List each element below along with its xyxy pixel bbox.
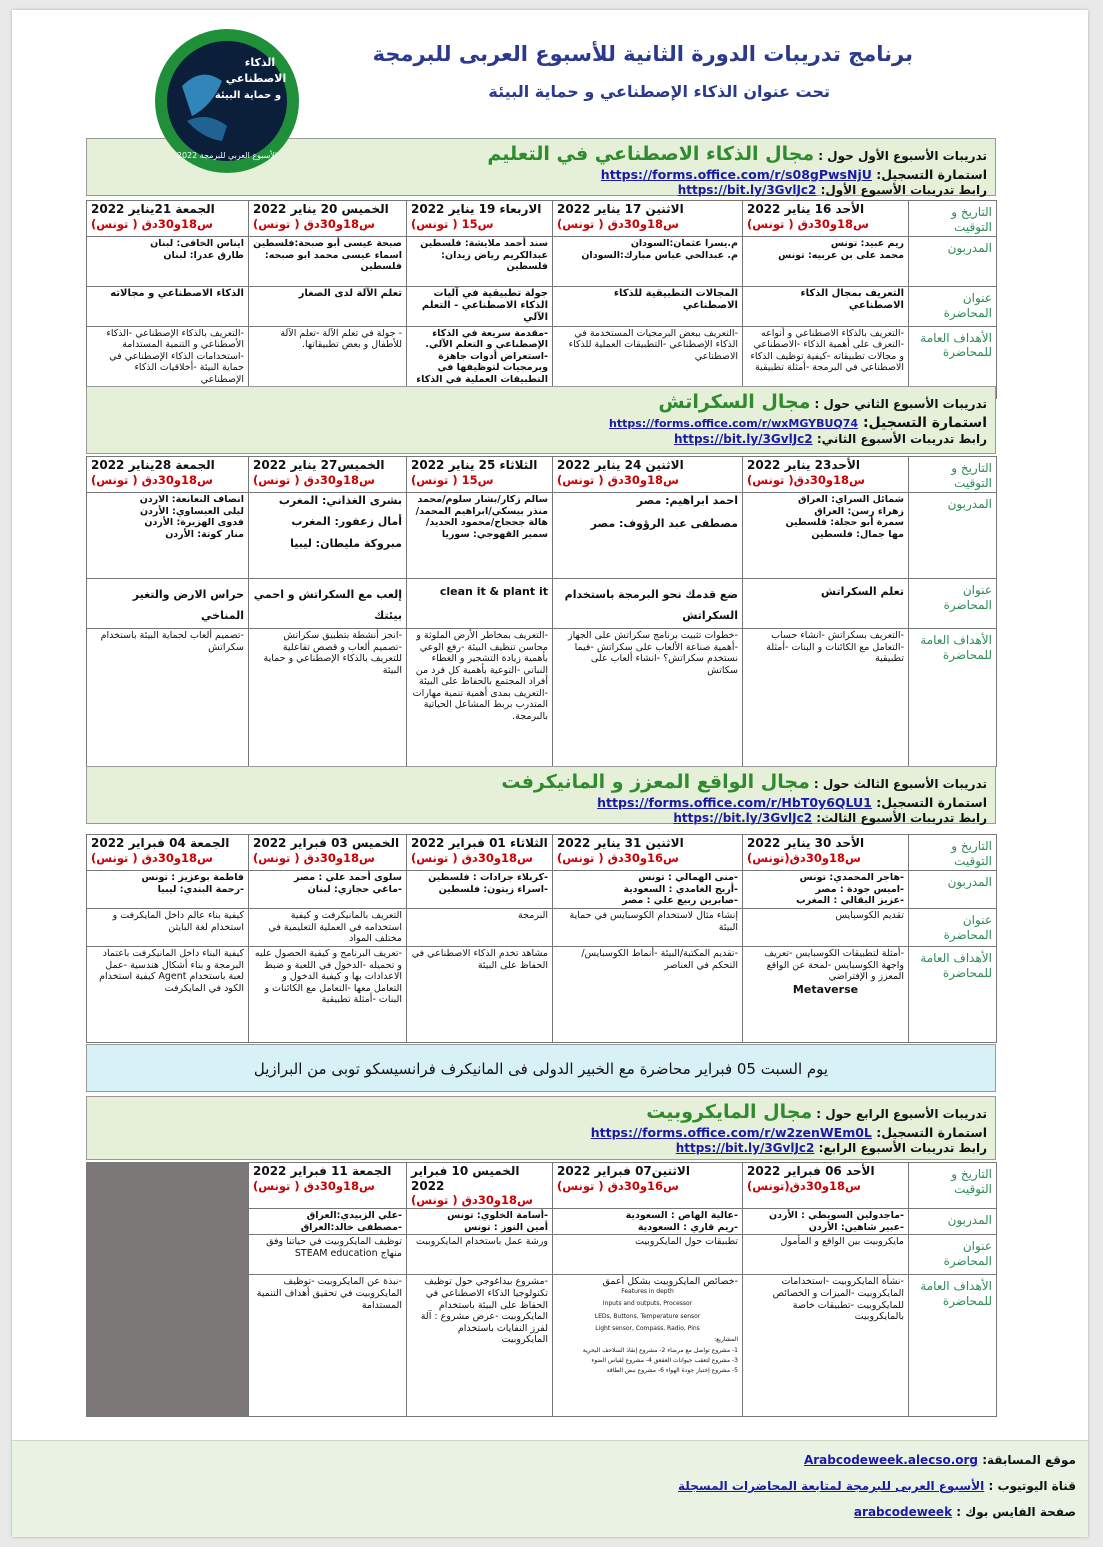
w1d2-goals: -التعريف ببعض البرمجيات المستخدمة في الذكاء الإصطناعي -التطبيقات العملية للذكاء الاصطناعي bbox=[553, 326, 743, 398]
w4d1-trainer: -ماجدولين السويطي : الأردن bbox=[768, 1210, 904, 1222]
w1d5-goals: -التعريف بالذكاء الإصطناعي -الذكاء الأصطناعي و التنمية المستدامة -استخدامات الذكاء الإصطناعي في حماية البيئة -أخلاقيات الذكاء الإصطناعي bbox=[87, 326, 249, 398]
label-datetime: التاريخ و التوقيت bbox=[909, 835, 997, 871]
w4d4-trainer: -علي الزبيدي:العراق bbox=[306, 1210, 402, 1222]
w1d5-time: س18و30دق ( تونس) bbox=[91, 216, 213, 231]
w1d3-goals: -مقدمة سريعة في الذكاء الإصطناعي و التعلم الآلي. -استعراض أدوات جاهزة وبرمجيات لتوظيفها في التطبيقات العملية في الذكاء bbox=[407, 326, 553, 398]
w3d5-trainer: -رحمة البندي: ليبيا bbox=[157, 883, 244, 895]
w3d5-goals: كيفية البناء داخل المانيكرفت باعتماد البرمجة و بناء أشكال هندسية -عمل لعبة باستخدام Agent كيفية استخدام الكود في المايكرفت bbox=[87, 947, 249, 1043]
label-title: عنوان المحاضرة bbox=[909, 579, 997, 629]
week3-register-label: استمارة التسجيل: bbox=[876, 795, 987, 810]
w4d2-goals-detail: Inputs and outputs, Processor bbox=[602, 1300, 693, 1308]
w1d2-title: المجالات التطبيقية للذكاء الاصطناعي bbox=[553, 287, 743, 327]
week2-link-label: رابط تدريبات الأسبوع الثاني: bbox=[816, 432, 987, 446]
footer-facebook-label: صفحة الفايس بوك : bbox=[956, 1505, 1076, 1519]
week3-table bbox=[86, 834, 997, 1043]
w4d1-title: مايكروبيت بين الواقع و المأمول bbox=[743, 1235, 909, 1275]
label-goals: الأهداف العامة للمحاضرة bbox=[909, 629, 997, 767]
w2d2-time: س18و30دق ( تونس) bbox=[557, 472, 679, 487]
w3d1-trainer: -عزيز البقالي : المغرب bbox=[796, 895, 904, 907]
w3d2-trainer: -أريج الغامدي : السعودية bbox=[623, 883, 738, 895]
week3-form-link[interactable]: https://forms.office.com/r/HbT0y6QLU1 bbox=[597, 795, 872, 810]
w2d1-date: الأحد23 يناير 2022 bbox=[747, 458, 860, 472]
w2d5-trainer: انصاف النعانعة: الاردن bbox=[139, 494, 244, 505]
w2d4-time: س18و30دق ( تونس) bbox=[253, 472, 375, 487]
w1d4-title: تعلم الآلة لدى الصغار bbox=[249, 287, 407, 327]
w2d4-title: إلعب مع السكراتش و احمي بيئتك bbox=[249, 579, 407, 629]
w4d2-goals-detail: المشاريع: bbox=[714, 1336, 738, 1344]
footer-youtube-link[interactable]: الأسبوع العربى للبرمجة لمتابعة المحاضرات المسجلة bbox=[678, 1479, 985, 1493]
w4d2-goals-detail: Features in depth bbox=[621, 1288, 674, 1295]
w3d4-date: الخميس 03 فبراير 2022 bbox=[253, 836, 400, 850]
label-goals: الأهداف العامة للمحاضرة bbox=[909, 1275, 997, 1417]
week3-bitly-link[interactable]: https://bit.ly/3GvlJc2 bbox=[673, 811, 813, 825]
footer-facebook-link[interactable]: arabcodeweek bbox=[853, 1505, 953, 1519]
w2d5-title: حراس الارض والتغير المناخي bbox=[87, 579, 249, 629]
w4d3-title: ورشة عمل باستخدام المايكروبيت bbox=[407, 1235, 553, 1275]
w1d4-trainer: صبحة عيسى أبو صبحة:فلسطين bbox=[253, 238, 402, 249]
w4d4-goals: -نبذة عن المايكروبيت -توظيف المايكروبيت في تحقيق أهداف التنمية المستدامة bbox=[249, 1275, 407, 1417]
w3d2-title: إنشاء مثال لاستخدام الكوسبايس في حماية البيئة bbox=[553, 909, 743, 947]
w3d4-time: س18و30دق ( تونس) bbox=[253, 850, 375, 865]
w1d1-title: التعريف بمجال الذكاء الاصطناعي bbox=[743, 287, 909, 327]
w4d1-goals: -نشأة المايكروبيت -استخدامات المايكروبيت -الميزات و الخصائص للمايكروبيت -تطبيقات خاصة بالمايكروبيت bbox=[743, 1275, 909, 1417]
w2d2-trainer: مصطفى عبد الرؤوف: مصر bbox=[590, 517, 738, 531]
w1d2-trainer: م. عبدالحي عباس مبارك:السودان bbox=[581, 249, 738, 261]
w4d4-time: س18و30دق ( تونس) bbox=[253, 1178, 375, 1193]
w3d1-title: تقديم الكوسبايس bbox=[743, 909, 909, 947]
week3-head-label: تدريبات الأسبوع الثالث حول : bbox=[813, 777, 987, 791]
w1d1-goals: -التعريف بالذكاء الاصطناعي و أنواعه -التعرف على أهمية الذكاء -الاصطناعي و مجالات تطبيقاته -كيفية توظيف الذكاء الاصطناعي في البرمجة -أمثلة تطبيقية bbox=[743, 326, 909, 398]
w2d4-date: الخميس27 يناير 2022 bbox=[253, 458, 385, 472]
w3d3-goals: مشاهد تخدم الذكاء الاصطناعي في الحفاظ على البيئة bbox=[407, 947, 553, 1043]
footer-site-link[interactable]: Arabcodeweek.alecso.org bbox=[803, 1453, 979, 1467]
w4d3-time: س18و30دق ( تونس) bbox=[411, 1193, 533, 1208]
w1d2-time: س18و30دق ( تونس) bbox=[557, 216, 679, 231]
week2-domain: مجال السكراتش bbox=[658, 391, 811, 413]
w1d5-trainer: طارق عدرا: لبنان bbox=[163, 249, 244, 261]
w1d4-date: الخميس 20 يناير 2022 bbox=[253, 202, 389, 216]
w2d3-goals: -التعريف بمخاطر الأرض الملوثة و محاسن تنظيف البيئة -رفع الوعي بأهمية زيادة التشجير و الغطاء النباتي -التوعية بأهمية كل فرد من أفراد المجتمع بالحفاظ على البيئة -التعريف بمدى أهمية تنمية مهارات المتدرب بربط المشاعل الحياتية بالبرمجة. bbox=[407, 629, 553, 767]
w1d3-trainer: عبدالكريم رياض زيدان: فلسطين bbox=[441, 249, 548, 273]
w2d2-trainer: احمد ابراهيم: مصر bbox=[636, 494, 738, 507]
week4-form-link[interactable]: https://forms.office.com/r/w2zenWEm0L bbox=[590, 1125, 872, 1140]
w3d2-trainer: -صابرين ربيع علي : مصر bbox=[622, 895, 738, 907]
w1d4-goals: - جولة في تعلم الآلة -تعلم الآلة للأطفال و بعض تطبيقاتها. bbox=[249, 326, 407, 398]
w4d2-trainer: -ريم قاري : السعودية bbox=[637, 1221, 738, 1233]
w4d3-trainer: -أسامة الخلوي: تونس bbox=[447, 1210, 548, 1222]
w3d2-trainer: -منى الهمالي : تونس bbox=[638, 872, 738, 883]
label-trainers: المدربون bbox=[909, 871, 997, 909]
event-logo bbox=[152, 26, 302, 176]
w1d3-title: جولة تطبيقية في آليات الذكاء الاصطناعي - التعلم الآلي bbox=[407, 287, 553, 327]
week1-head-label: تدريبات الأسبوع الأول حول : bbox=[818, 149, 987, 163]
w3d5-time: س18و30دق ( تونس) bbox=[91, 850, 213, 865]
w4d3-goals: -مشروع بيداغوجي حول توظيف تكنولوجيا الذكاء الاصطناعي في الحفاظ على البيئة باستخدام المايكروبيت -عرض مشروع : آلة لفرز النفايات باستخدام المايكروبيت bbox=[407, 1275, 553, 1417]
week3-link-label: رابط تدريبات الأسبوع الثالث: bbox=[816, 811, 987, 825]
w2d2-date: الاثنين 24 يناير 2022 bbox=[557, 458, 684, 472]
w4d2-goals: -خصائص المايكروبيت بشكل أعمق bbox=[602, 1276, 738, 1288]
w3d4-title: التعريف بالمانيكرفت و كيفية استخدامه في العملية التعليمية في مختلف المواد bbox=[249, 909, 407, 947]
w2d3-trainer: سالم زكار/بشار سلوم/محمد منذر بيسكي/ابراهيم المحمد/هالة جحجاح/محمود الحديد/سمير القهوجي: سوريا bbox=[407, 493, 553, 579]
w2d1-trainer: شمائل السراي: العراق bbox=[798, 494, 904, 505]
w3d3-time: س18و30دق ( تونس) bbox=[411, 850, 533, 865]
w2d5-date: الجمعة 28يناير 2022 bbox=[91, 458, 215, 472]
w4d2-goals-detail: 3- مشروع لتعقب حيوانات العقعق 4- مشروع لقياس الضوء bbox=[591, 1356, 738, 1364]
label-datetime: التاريخ و التوقيت bbox=[909, 457, 997, 493]
w4d4-trainer: -مصطفى خالد:العراق bbox=[300, 1221, 402, 1233]
label-trainers: المدربون bbox=[909, 1209, 997, 1235]
w2d1-trainer: سمرة أبو حجلة: فلسطين bbox=[785, 517, 904, 529]
label-title: عنوان المحاضرة bbox=[909, 1235, 997, 1275]
w1d2-trainer: م.يسرا عثمان:السودان bbox=[630, 238, 738, 249]
w1d4-trainer: اسماء عيسى محمد ابو صبحه: فلسطين bbox=[264, 249, 402, 273]
week2-bitly-link[interactable]: https://bit.ly/3GvlJc2 bbox=[673, 432, 813, 446]
w3d1-trainer: -هاجر المحمدي: تونس bbox=[799, 872, 904, 883]
w4d2-goals-detail: Light sensor, Compass, Radio, Pins bbox=[595, 1324, 700, 1332]
w2d5-time: س18و30دق ( تونس) bbox=[91, 472, 213, 487]
w3d1-date: الأحد 30 يناير 2022 bbox=[747, 836, 865, 850]
w1d1-time: س18و30دق ( تونس) bbox=[747, 216, 869, 231]
w2d4-trainer: أمال زعفور: المغرب bbox=[291, 515, 402, 529]
week4-header bbox=[86, 1096, 996, 1160]
label-goals: الأهداف العامة للمحاضرة bbox=[909, 947, 997, 1043]
label-trainers: المدربون bbox=[909, 493, 997, 579]
week3-domain: مجال الواقع المعزز و المانيكرفت bbox=[501, 771, 810, 793]
page-title: برنامج تدريبات الدورة الثانية للأسبوع العربى للبرمجة bbox=[372, 42, 913, 66]
w3d5-date: الجمعة 04 فبراير 2022 bbox=[91, 836, 230, 850]
logo-graphic bbox=[152, 26, 302, 176]
w2d2-title: ضع قدمك نحو البرمجة باستخدام السكراتش bbox=[553, 579, 743, 629]
label-trainers: المدربون bbox=[909, 237, 997, 287]
w1d3-time: س15 ( تونس) bbox=[411, 216, 494, 231]
w3d1-trainer: -اميس جودة : مصر bbox=[815, 883, 904, 895]
logo-line2: الاصطناعي bbox=[225, 72, 287, 85]
week1-table bbox=[86, 200, 997, 399]
w2d1-time: س18و30دق( تونس) bbox=[747, 472, 865, 487]
w2d4-goals: -انجز أنشطة بتطبيق سكراتش -تصميم ألعاب و قصص تفاعلية للتعريف بالذكاء الإصطناعي و حماية البيئة bbox=[249, 629, 407, 767]
w3d2-goals: -تقديم المكتبة/البيئة -أنماط الكوسبايس/التحكم في العناصر bbox=[553, 947, 743, 1043]
w3d4-trainer: -ماغي حجازي: لبنان bbox=[307, 883, 402, 895]
week1-bitly-link[interactable]: https://bit.ly/3GvlJc2 bbox=[677, 183, 817, 197]
week4-domain: مجال المايكروبيت bbox=[646, 1101, 813, 1123]
week4-link-label: رابط تدريبات الأسبوع الرابع: bbox=[818, 1141, 987, 1155]
w4d2-time: س16و30دق ( تونس) bbox=[557, 1178, 679, 1193]
week2-table bbox=[86, 456, 997, 767]
w3d1-time: س18و30دق(تونس) bbox=[747, 850, 861, 865]
w4d4-title: توظيف المايكروبيت في حياتنا وفق منهاج STEAM education bbox=[249, 1235, 407, 1275]
empty-gray-cell bbox=[87, 1163, 249, 1417]
w4d3-date: الخميس 10 فبراير 2022 bbox=[411, 1164, 520, 1193]
w4d1-date: الأحد 06 فبراير 2022 bbox=[747, 1164, 875, 1178]
logo-ring-text: الأسبوع العربي للبرمجة 2022 bbox=[176, 151, 278, 160]
document-page bbox=[12, 10, 1088, 1537]
footer-site-label: موقع المسابقة: bbox=[982, 1453, 1076, 1467]
w3d3-trainer: -اسراء زيتون: فلسطين bbox=[438, 883, 548, 895]
w1d5-date: الجمعة 21يناير 2022 bbox=[91, 202, 215, 216]
footer-youtube-label: قناة اليوتيوب : bbox=[988, 1479, 1076, 1493]
w2d1-goals: -التعريف بسكراتش -انشاء حساب -التعامل مع الكائنات و البنات -أمثلة تطبيقية bbox=[743, 629, 909, 767]
w4d2-date: الاثنين07 فبراير 2022 bbox=[557, 1164, 690, 1178]
w3d3-title: البرمجة bbox=[407, 909, 553, 947]
logo-line1: الذكاء bbox=[244, 56, 276, 69]
label-goals: الأهداف العامة للمحاضرة bbox=[909, 326, 997, 398]
week1-domain: مجال الذكاء الاصطناعي في التعليم bbox=[487, 143, 815, 165]
w2d5-trainer: ليلى العيساوي: الأردن bbox=[139, 505, 244, 517]
label-title: عنوان المحاضرة bbox=[909, 909, 997, 947]
week1-link-label: رابط تدريبات الأسبوع الأول: bbox=[820, 183, 987, 197]
w4d4-date: الجمعة 11 فبراير 2022 bbox=[253, 1164, 392, 1178]
week4-register-label: استمارة التسجيل: bbox=[876, 1125, 987, 1140]
w3d1-goals: -أمثلة لتطبيقات الكوسبايس -تعريف واجهة الكوسبايس -لمحة عن الواقع المعزز و الإفتراضي bbox=[764, 948, 904, 983]
w1d2-date: الاثنين 17 يناير 2022 bbox=[557, 202, 684, 216]
w2d4-trainer: بشرى الغذاني: المغرب bbox=[278, 494, 402, 507]
w3d5-title: كيفية بناء عالم داخل المايكرفت و استخدام لغة البايثن bbox=[87, 909, 249, 947]
w1d5-trainer: ايناس الخافى: لبنان bbox=[150, 238, 244, 249]
page-subtitle: تحت عنوان الذكاء الإصطناعي و حماية البيئة bbox=[488, 82, 830, 101]
week1-form-link[interactable]: https://forms.office.com/r/s08gPwsNjU bbox=[600, 167, 872, 182]
w1d4-time: س18و30دق ( تونس) bbox=[253, 216, 375, 231]
week2-header bbox=[86, 386, 996, 454]
w3d3-date: الثلاثاء 01 فبراير 2022 bbox=[411, 836, 548, 850]
w3d2-time: س16و30دق ( تونس) bbox=[557, 850, 679, 865]
w2d5-trainer: منار كوتة: الأردن bbox=[165, 528, 244, 540]
w4d3-trainer: أمين النوز : تونس bbox=[464, 1221, 548, 1233]
label-datetime: التاريخ و التوقيت bbox=[909, 201, 997, 237]
w4d2-trainer: -عالية الهاص : السعودية bbox=[625, 1210, 738, 1222]
w1d1-trainer: محمد على بن عربيه: تونس bbox=[778, 249, 904, 261]
w2d5-trainer: فدوى الهزيرة: الأردن bbox=[144, 517, 244, 529]
label-title: عنوان المحاضرة bbox=[909, 287, 997, 327]
w3d5-trainer: فاطمة بوعزيز : تونس bbox=[141, 872, 244, 883]
w2d3-time: س15 ( تونس) bbox=[411, 472, 494, 487]
w3d4-goals: -تعريف البرنامج و كيفية الحصول عليه و تحميله -الدخول في اللعبة و ضبط الاعدادات بها و كيفية الدخول و التعامل معها -التعامل مع الكائنات و البنات -أمثلة تطبيقية bbox=[249, 947, 407, 1043]
week2-register-label: استمارة التسجيل: bbox=[862, 415, 987, 431]
week4-table bbox=[86, 1162, 997, 1417]
footer bbox=[12, 1440, 1088, 1537]
logo-line3: و حماية البيئة bbox=[214, 90, 282, 101]
w1d1-trainer: ريم عبيد: تونس bbox=[830, 238, 904, 249]
w4d1-time: س18و30دق(تونس) bbox=[747, 1178, 861, 1193]
label-datetime: التاريخ و التوقيت bbox=[909, 1163, 997, 1209]
w4d2-goals-detail: LEDs, Buttons, Temperature sensor bbox=[594, 1312, 701, 1320]
w2d1-title: تعلم السكراتش bbox=[743, 579, 909, 629]
w1d1-date: الأحد 16 يناير 2022 bbox=[747, 202, 865, 216]
week4-head-label: تدريبات الأسبوع الرابع حول : bbox=[816, 1107, 987, 1121]
w1d5-title: الذكاء الاصطناعي و مجالاته bbox=[87, 287, 249, 327]
w1d3-trainer: سند أحمد ملايشة: فلسطين bbox=[420, 238, 548, 249]
week1-register-label: استمارة التسجيل: bbox=[876, 167, 987, 182]
w3d3-trainer: -كربلاء جرادات : فلسطين bbox=[428, 872, 548, 883]
w4d2-goals-detail: 1- مشروع تواصل مع مرضاء 2- مشروع إنقاذ السلاحف البحرية bbox=[582, 1346, 738, 1354]
w2d3-date: الثلاثاء 25 يناير 2022 bbox=[411, 458, 538, 472]
w3d2-date: الاثنين 31 يناير 2022 bbox=[557, 836, 684, 850]
w4d1-trainer: -عبير شاهين: الأردن bbox=[808, 1221, 904, 1233]
special-lecture-banner: يوم السبت 05 فبراير محاضرة مع الخبير الدولى فى المانيكرف فرانسيسكو توبى من البرازيل bbox=[86, 1044, 996, 1092]
w4d2-title: تطبيقات حول المايكروبيت bbox=[553, 1235, 743, 1275]
w2d4-trainer: مبروكة مليطان: ليبيا bbox=[290, 536, 402, 550]
w4d2-goals-detail: 5- مشروع إختبار جودة الهواء 6- مشروع نبض الطاقة bbox=[606, 1367, 738, 1375]
w2d1-trainer: مها جمال: فلسطين bbox=[811, 528, 904, 540]
week2-form-link[interactable]: https://forms.office.com/r/wxMGYBUQ74 bbox=[609, 417, 859, 430]
week3-header bbox=[86, 766, 996, 824]
w2d2-goals: -خطوات تثبيت برنامج سكراتش على الجهاز -أهمية صناعة الألعاب على سكراتش -فيما نستخدم سكراتش؟ -انشاء ألعاب على سكاتش bbox=[553, 629, 743, 767]
w2d5-goals: -تصميم ألعاب لحماية البيئة باستخدام سكراتش bbox=[87, 629, 249, 767]
w3d1-goals-extra: Metaverse bbox=[792, 982, 859, 996]
w2d1-trainer: زهراء رسن: العراق bbox=[814, 505, 904, 517]
w3d4-trainer: سلوى أحمد علي : مصر bbox=[293, 872, 402, 883]
w2d3-title: clean it & plant it bbox=[407, 579, 553, 629]
week2-head-label: تدريبات الأسبوع الثاني حول : bbox=[814, 397, 987, 411]
week4-bitly-link[interactable]: https://bit.ly/3GvlJc2 bbox=[675, 1141, 815, 1155]
w1d3-date: الاربعاء 19 يناير 2022 bbox=[411, 202, 542, 216]
